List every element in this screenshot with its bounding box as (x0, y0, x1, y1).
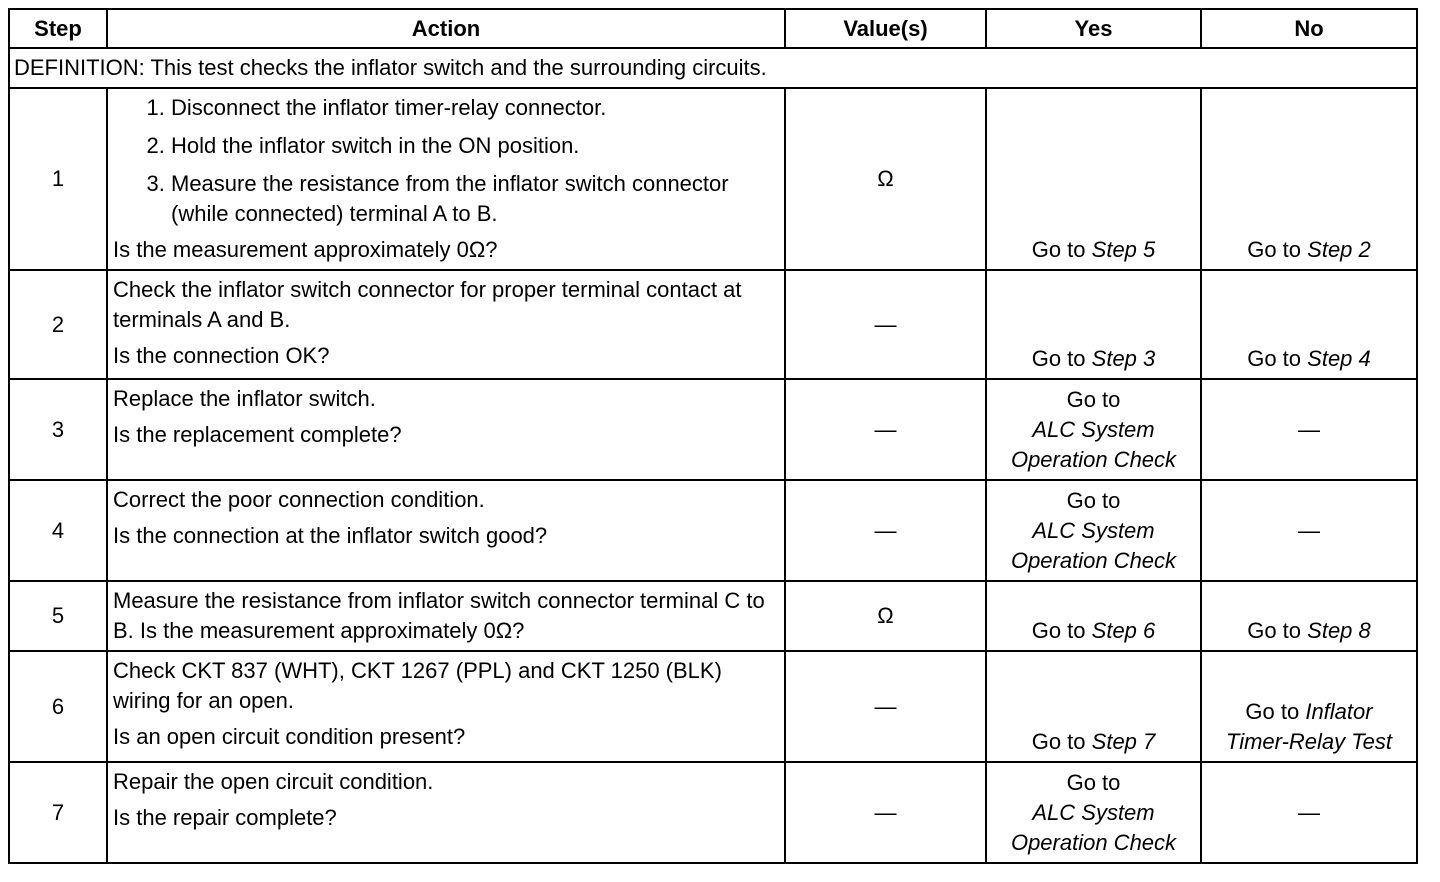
action-question: Is the connection OK? (113, 343, 330, 368)
value-cell: — (785, 270, 986, 379)
yes-link[interactable]: Step 7 (1091, 729, 1156, 754)
header-yes: Yes (986, 9, 1201, 48)
yes-cell (986, 379, 1201, 480)
yes-prefix: Go to (1066, 386, 1121, 412)
table-row (9, 270, 1417, 379)
value-cell: — (785, 651, 986, 762)
action-cell (107, 480, 785, 581)
action-cell (107, 581, 785, 651)
header-action: Action (107, 9, 785, 48)
step-number: 6 (9, 651, 107, 762)
action-question: Is the measurement approximately 0Ω? (113, 237, 498, 262)
yes-cell (986, 762, 1201, 863)
action-cell (107, 270, 785, 379)
no-cell: — (1201, 762, 1417, 863)
table-row (9, 651, 1417, 762)
yes-link[interactable]: Step 3 (1091, 346, 1156, 371)
yes-link-line1[interactable]: ALC System (1032, 416, 1155, 442)
no-prefix: Go to (1247, 346, 1302, 371)
yes-prefix: Go to (1031, 729, 1086, 754)
yes-link[interactable]: Step 6 (1091, 618, 1156, 643)
value-cell: Ω (785, 581, 986, 651)
definition-text: DEFINITION: This test checks the inflator switch and the surrounding circuits. (9, 48, 1417, 88)
yes-prefix: Go to (1031, 346, 1086, 371)
no-prefix: Go to (1247, 237, 1302, 262)
yes-link-line2[interactable]: Operation Check (1010, 829, 1177, 855)
header-values: Value(s) (785, 9, 986, 48)
value-cell: — (785, 480, 986, 581)
table-row (9, 762, 1417, 863)
action-text: Check the inflator switch connector for proper terminal contact at terminals A and B. (113, 277, 742, 332)
table-row (9, 88, 1417, 270)
yes-link[interactable]: Step 5 (1091, 237, 1156, 262)
action-text: Repair the open circuit condition. (113, 769, 434, 794)
yes-prefix: Go to (1066, 769, 1121, 795)
definition-row (9, 48, 1417, 88)
diagnostic-table (8, 8, 1418, 864)
yes-cell (986, 651, 1201, 762)
action-text: Check CKT 837 (WHT), CKT 1267 (PPL) and CKT 1250 (BLK) wiring for an open. (113, 658, 722, 713)
value-cell: — (785, 379, 986, 480)
no-cell (1201, 651, 1417, 762)
header-no: No (1201, 9, 1417, 48)
yes-link-line2[interactable]: Operation Check (1010, 446, 1177, 472)
action-cell (107, 762, 785, 863)
header-row (9, 9, 1417, 48)
yes-cell (986, 270, 1201, 379)
yes-link-line1[interactable]: ALC System (1032, 799, 1155, 825)
substep: 3. Measure the resistance from the inflator switch connector (while connected) terminal A to B. (171, 169, 780, 229)
step-number: 7 (9, 762, 107, 863)
action-text: Replace the inflator switch. (113, 386, 376, 411)
step-number: 4 (9, 480, 107, 581)
no-cell: — (1201, 480, 1417, 581)
action-question: Is the connection at the inflator switch good? (113, 523, 548, 548)
no-cell (1201, 581, 1417, 651)
step-number: 2 (9, 270, 107, 379)
action-question: Is an open circuit condition present? (113, 724, 466, 749)
no-link[interactable]: Step 4 (1307, 346, 1371, 371)
action-text: Correct the poor connection condition. (113, 487, 485, 512)
step-number: 5 (9, 581, 107, 651)
action-question: Is the repair complete? (113, 805, 337, 830)
substep: 1. Disconnect the inflator timer-relay connector. (171, 93, 780, 123)
value-cell: — (785, 762, 986, 863)
no-link[interactable]: Step 2 (1307, 237, 1371, 262)
yes-cell (986, 88, 1201, 270)
action-cell (107, 651, 785, 762)
no-cell (1201, 270, 1417, 379)
yes-cell (986, 480, 1201, 581)
substep: 2. Hold the inflator switch in the ON position. (171, 131, 780, 161)
yes-cell (986, 581, 1201, 651)
table-row (9, 379, 1417, 480)
action-cell (107, 88, 785, 270)
no-link[interactable]: Step 8 (1307, 618, 1371, 643)
no-prefix: Go to (1247, 618, 1302, 643)
no-prefix: Go to (1245, 699, 1300, 724)
yes-prefix: Go to (1031, 618, 1086, 643)
step-number: 1 (9, 88, 107, 270)
no-cell (1201, 88, 1417, 270)
yes-link-line1[interactable]: ALC System (1032, 517, 1155, 543)
step-number: 3 (9, 379, 107, 480)
yes-prefix: Go to (1066, 487, 1121, 513)
header-step: Step (9, 9, 107, 48)
action-cell (107, 379, 785, 480)
value-cell: Ω (785, 88, 986, 270)
table-row (9, 480, 1417, 581)
action-question: Is the replacement complete? (113, 422, 402, 447)
yes-link-line2[interactable]: Operation Check (1010, 547, 1177, 573)
no-cell: — (1201, 379, 1417, 480)
substep-list (113, 93, 780, 229)
yes-prefix: Go to (1031, 237, 1086, 262)
no-link-line2[interactable]: Timer-Relay Test (1225, 729, 1393, 754)
action-text: Measure the resistance from inflator switch connector terminal C to B. Is the measurement approximately 0Ω? (113, 588, 765, 643)
no-link-line1[interactable]: Inflator (1305, 699, 1373, 724)
table-row (9, 581, 1417, 651)
